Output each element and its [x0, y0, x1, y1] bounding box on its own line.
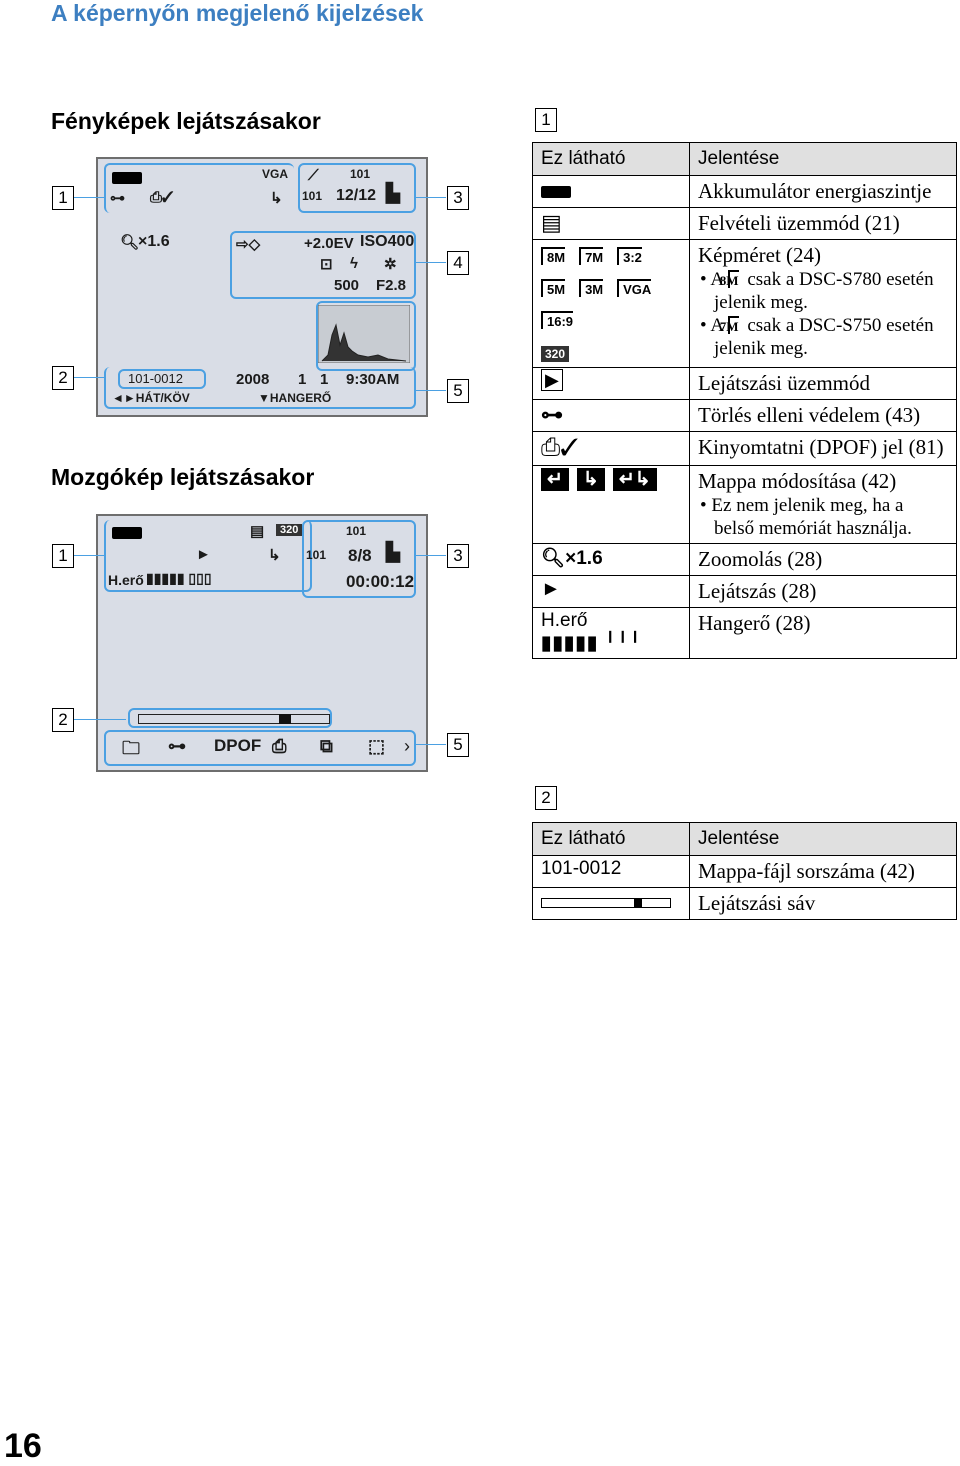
toolbar-slideshow-icon[interactable]: ⧉ [320, 736, 333, 756]
zoom-magnifier-icon: 🔍︎ [120, 234, 140, 251]
battery-icon [541, 186, 571, 198]
movie-count: 8/8 [348, 546, 372, 565]
movie-folder-change-icon: ↳ [268, 547, 281, 564]
nav-hint: ◄►HÁT/KÖV [112, 391, 190, 405]
row-meaning: Lejátszási sáv [690, 888, 957, 920]
movie-progress-marker [279, 714, 291, 724]
table-row [533, 400, 957, 432]
movie-memory-icon: ▙ [386, 542, 400, 562]
toolbar-print-icon[interactable]: ⎙ [272, 736, 287, 756]
movie-size: 320 [276, 524, 302, 536]
iso-value: ISO400 [360, 233, 415, 250]
size-8m-icon: 8M [728, 270, 739, 288]
row-display: 101-0012 [533, 856, 690, 888]
date-year: 2008 [236, 371, 270, 388]
photo-section-title: Fényképek lejátszásakor [51, 108, 321, 134]
volume-label: H.erő [541, 610, 588, 631]
bullet-text: csak a DSC-S750 esetén jelenik meg. [714, 315, 934, 359]
toolbar-folder-icon[interactable]: 🗀︎ [122, 738, 140, 758]
table2-header-row [533, 823, 957, 856]
folder-back-icon: ↵ [541, 468, 569, 491]
size-3m-icon: 3M [579, 279, 603, 297]
table-row [533, 176, 957, 208]
film-icon: ▤ [250, 523, 265, 540]
aperture: F2.8 [376, 277, 407, 294]
metering-icon: ⊡ [320, 256, 333, 273]
bullet-prefix: A [710, 315, 724, 336]
memory-icon: ▙ [386, 183, 400, 203]
movie-leader-2 [74, 719, 126, 720]
bullet-dsc-s750 [698, 314, 948, 360]
callout-2: 2 [52, 366, 74, 390]
row-meaning: Zoomolás (28) [690, 544, 957, 576]
leader-2 [74, 377, 104, 378]
dpof-print-icon: ⎙✓ [541, 434, 579, 461]
histogram [318, 305, 410, 363]
movie-section-title: Mozgókép lejátszásakor [51, 464, 315, 490]
bullet-internal-memory: • Ez nem jelenik meg, ha a belső memóriát használja. [698, 494, 948, 540]
table-row [533, 466, 957, 544]
row-meaning: Mappa módosítása (42) [698, 469, 897, 493]
flash-icon: ϟ [350, 255, 358, 272]
size-5m-icon: 5M [541, 279, 565, 297]
dpof-print-icon: ⎙✓ [150, 189, 174, 206]
table2-label: 2 [535, 786, 557, 810]
movie-leader-1 [74, 555, 104, 556]
table-row [533, 368, 957, 400]
table1-header-meaning: Jelentése [690, 143, 957, 176]
movie-callout-2: 2 [52, 708, 74, 732]
time: 9:30AM [346, 371, 400, 388]
playback-bar-icon [541, 898, 671, 908]
exposure-value: +2.0EV [304, 235, 354, 252]
white-balance-icon: ✲ [384, 256, 397, 273]
size-7m-icon: 7M [728, 316, 739, 334]
movie-volume-bars: ▮▮▮▮▮ ▯▯▯ [146, 570, 212, 586]
movie-leader-5 [414, 744, 446, 745]
film-icon: ▤ [541, 210, 562, 235]
toolbar-dpof[interactable]: DPOF [214, 736, 262, 755]
legend-table-1 [532, 142, 957, 659]
bullet-dsc-s780 [698, 268, 948, 314]
table-row [533, 576, 957, 608]
folder-icon-top: 101 [350, 167, 371, 181]
photo-lcd-screen [96, 157, 428, 417]
zoom-magnifier-icon: 🔍︎ [541, 548, 566, 569]
table2-header-shown: Ez látható [533, 823, 690, 856]
date-month: 1 [298, 371, 307, 388]
file-number: 101-0012 [128, 371, 183, 386]
play-icon: ► [541, 578, 561, 600]
row-meaning: Mappa-fájl sorszáma (42) [690, 856, 957, 888]
toolbar-protect-icon[interactable]: ⊶ [168, 736, 186, 756]
table-row [533, 432, 957, 466]
shutter-speed: 500 [334, 277, 360, 294]
leader-1 [74, 197, 104, 198]
size-3-2-icon: 3:2 [617, 247, 642, 265]
row-meaning: Kinyomtatni (DPOF) jel (81) [690, 432, 957, 466]
page-number: 16 [4, 1427, 42, 1465]
battery-icon [112, 172, 142, 184]
movie-callout-5: 5 [447, 733, 469, 757]
movie-callout-3: 3 [447, 544, 469, 568]
legend-table-2 [532, 822, 957, 920]
image-size-vga: VGA [262, 167, 289, 181]
bullet-prefix: A [710, 269, 724, 290]
row-meaning: Lejátszási üzemmód [690, 368, 957, 400]
movie-leader-3 [414, 555, 446, 556]
row-meaning: Felvételi üzemmód (21) [690, 208, 957, 240]
movie-volume-label: H.erő [108, 572, 144, 588]
table-row [533, 856, 957, 888]
zoom-level: ×1.6 [565, 548, 603, 569]
movie-battery-icon [112, 527, 142, 539]
bullet-text: csak a DSC-S780 esetén jelenik meg. [714, 269, 934, 313]
playback-mode-icon: ⟋ [308, 167, 319, 184]
callout-1: 1 [52, 186, 74, 210]
folder-both-icon: ↵↳ [613, 468, 657, 491]
movie-lcd-screen [96, 514, 428, 772]
size-7m-icon: 7M [579, 247, 603, 265]
movie-play-icon: ► [196, 546, 211, 563]
stabilizer-icon: ⇨◇ [236, 236, 261, 253]
table-row [533, 240, 957, 368]
zoom-level: ×1.6 [138, 233, 170, 250]
table1-header-shown: Ez látható [533, 143, 690, 176]
movie-size-320-icon: 320 [541, 346, 569, 362]
folder-icon: 101 [302, 189, 323, 203]
size-16-9-icon: 16:9 [541, 311, 573, 329]
table-row [533, 608, 957, 659]
table1-header-row [533, 143, 957, 176]
leader-3 [414, 197, 446, 198]
movie-progress-bar [138, 714, 330, 724]
table-row [533, 208, 957, 240]
playback-mode-icon: ▶ [541, 369, 563, 391]
row-meaning: Lejátszás (28) [690, 576, 957, 608]
folder-change-icon: ↳ [270, 190, 283, 207]
date-day: 1 [320, 371, 329, 388]
toolbar-more-icon[interactable]: › [404, 736, 410, 756]
callout-4: 4 [447, 251, 469, 275]
size-8m-icon: 8M [541, 247, 565, 265]
row-meaning: Képméret (24) [698, 243, 822, 267]
row-meaning: Akkumulátor energiaszintje [690, 176, 957, 208]
image-count: 12/12 [336, 187, 377, 204]
table1-label: 1 [535, 108, 557, 132]
table-row [533, 544, 957, 576]
callout-5: 5 [447, 379, 469, 403]
table2-header-meaning: Jelentése [690, 823, 957, 856]
table-row [533, 888, 957, 920]
row-meaning: Hangerő (28) [690, 608, 957, 659]
protect-key-icon: ⊶ [110, 190, 125, 207]
protect-key-icon: ⊶ [541, 402, 563, 427]
size-vga-icon: VGA [617, 279, 651, 297]
folder-next-icon: ↳ [577, 468, 605, 491]
leader-5 [414, 390, 446, 391]
row-meaning: Törlés elleni védelem (43) [690, 400, 957, 432]
volume-hint: ▼HANGERŐ [258, 391, 332, 405]
movie-folder-top: 101 [346, 524, 367, 538]
movie-timecode: 00:00:12 [346, 572, 415, 591]
movie-callout-1: 1 [52, 544, 74, 568]
movie-folder-icon: 101 [306, 548, 327, 562]
page-header: A képernyőn megjelenő kijelzések [51, 0, 424, 26]
volume-bars-icon: ▮▮▮▮▮ ╵╵╵ [541, 633, 642, 654]
leader-4 [414, 262, 446, 263]
toolbar-trim-icon[interactable]: ⬚ [368, 736, 386, 756]
callout-3: 3 [447, 186, 469, 210]
